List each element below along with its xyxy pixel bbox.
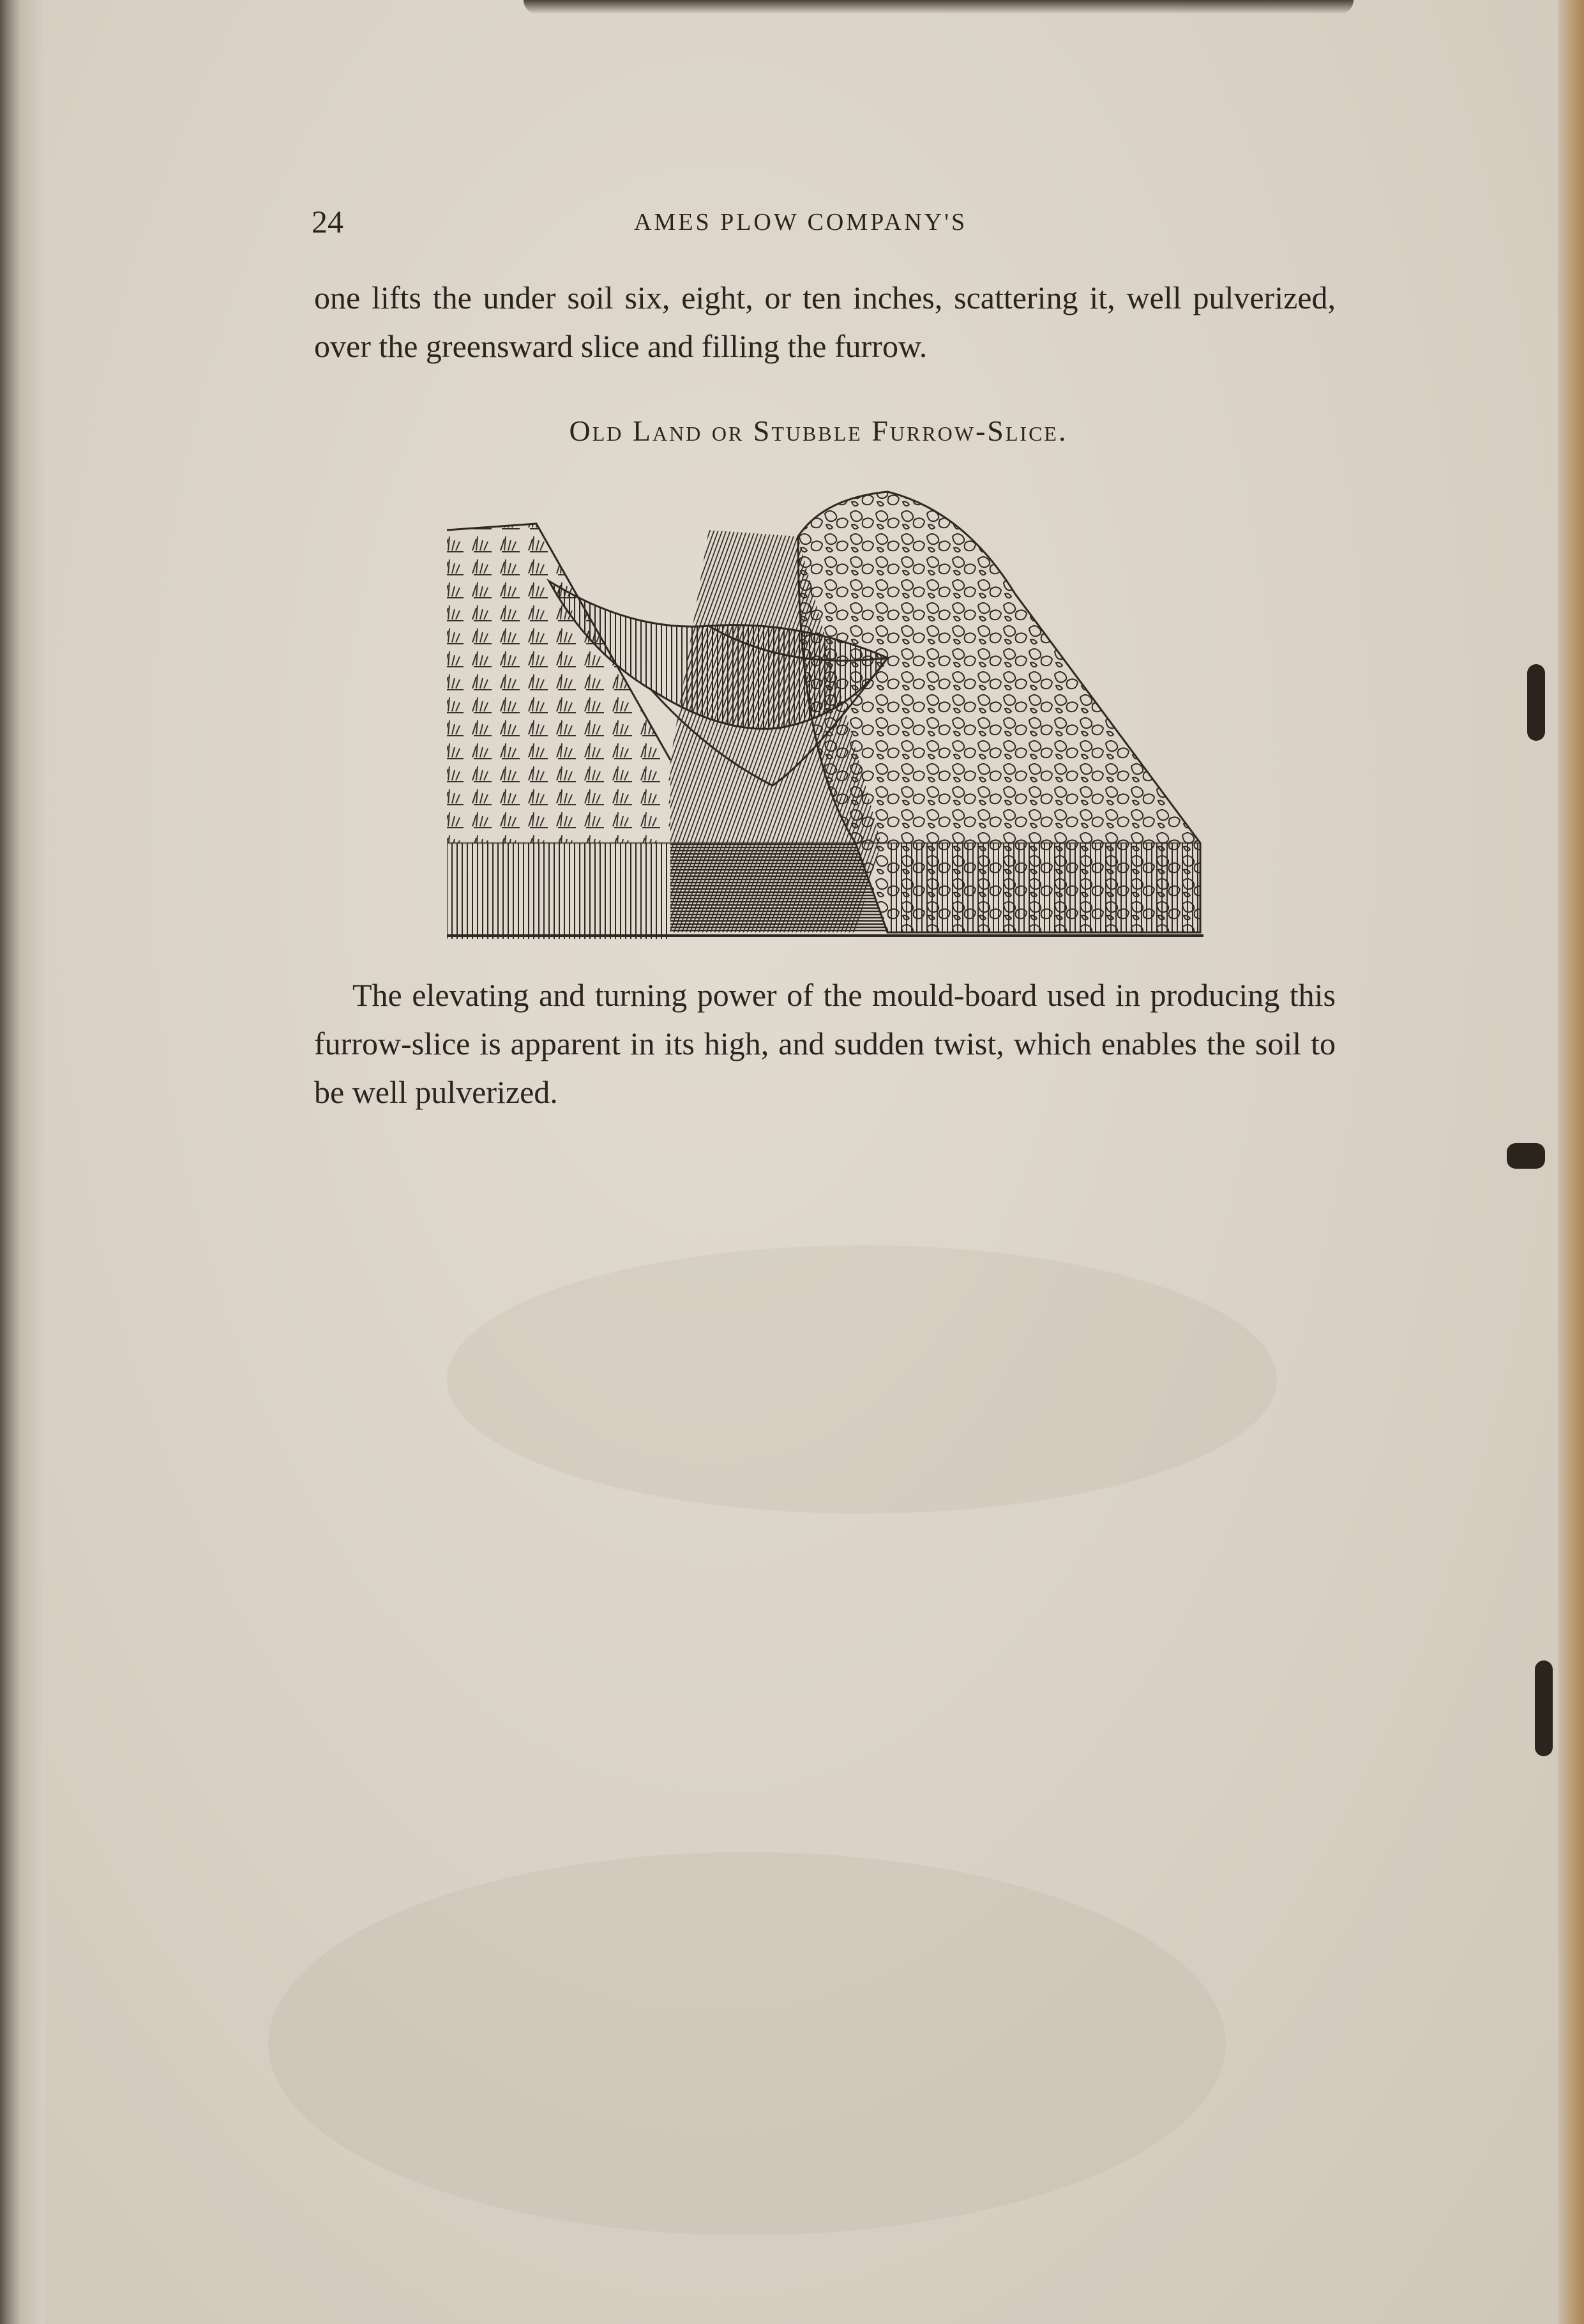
paper-stain (447, 1245, 1277, 1514)
running-head: AMES PLOW COMPANY'S (634, 209, 968, 236)
page-number: 24 (312, 204, 343, 239)
page-edge (1558, 0, 1584, 2324)
edge-tear (1507, 1143, 1545, 1169)
top-shadow (524, 0, 1354, 14)
book-binding (0, 0, 45, 2324)
page-header (312, 203, 1333, 248)
paper-stain (268, 1852, 1226, 2235)
edge-tear (1527, 664, 1545, 741)
furrow-slice-engraving (441, 485, 1213, 945)
edge-tear (1535, 1660, 1553, 1756)
figure-caption: Old Land or Stubble Furrow-Slice. (569, 414, 1068, 447)
paragraph-second: The elevating and turning power of the mould-board used in producing this furrow-slice is apparent in its high, and sudden twist, which enables the soil to be well pulverized. (314, 977, 1336, 1110)
paragraph-first: one lifts the under soil six, eight, or ten inches, scattering it, well pulverized, over the greensward slice and filling the furrow. (314, 280, 1336, 364)
